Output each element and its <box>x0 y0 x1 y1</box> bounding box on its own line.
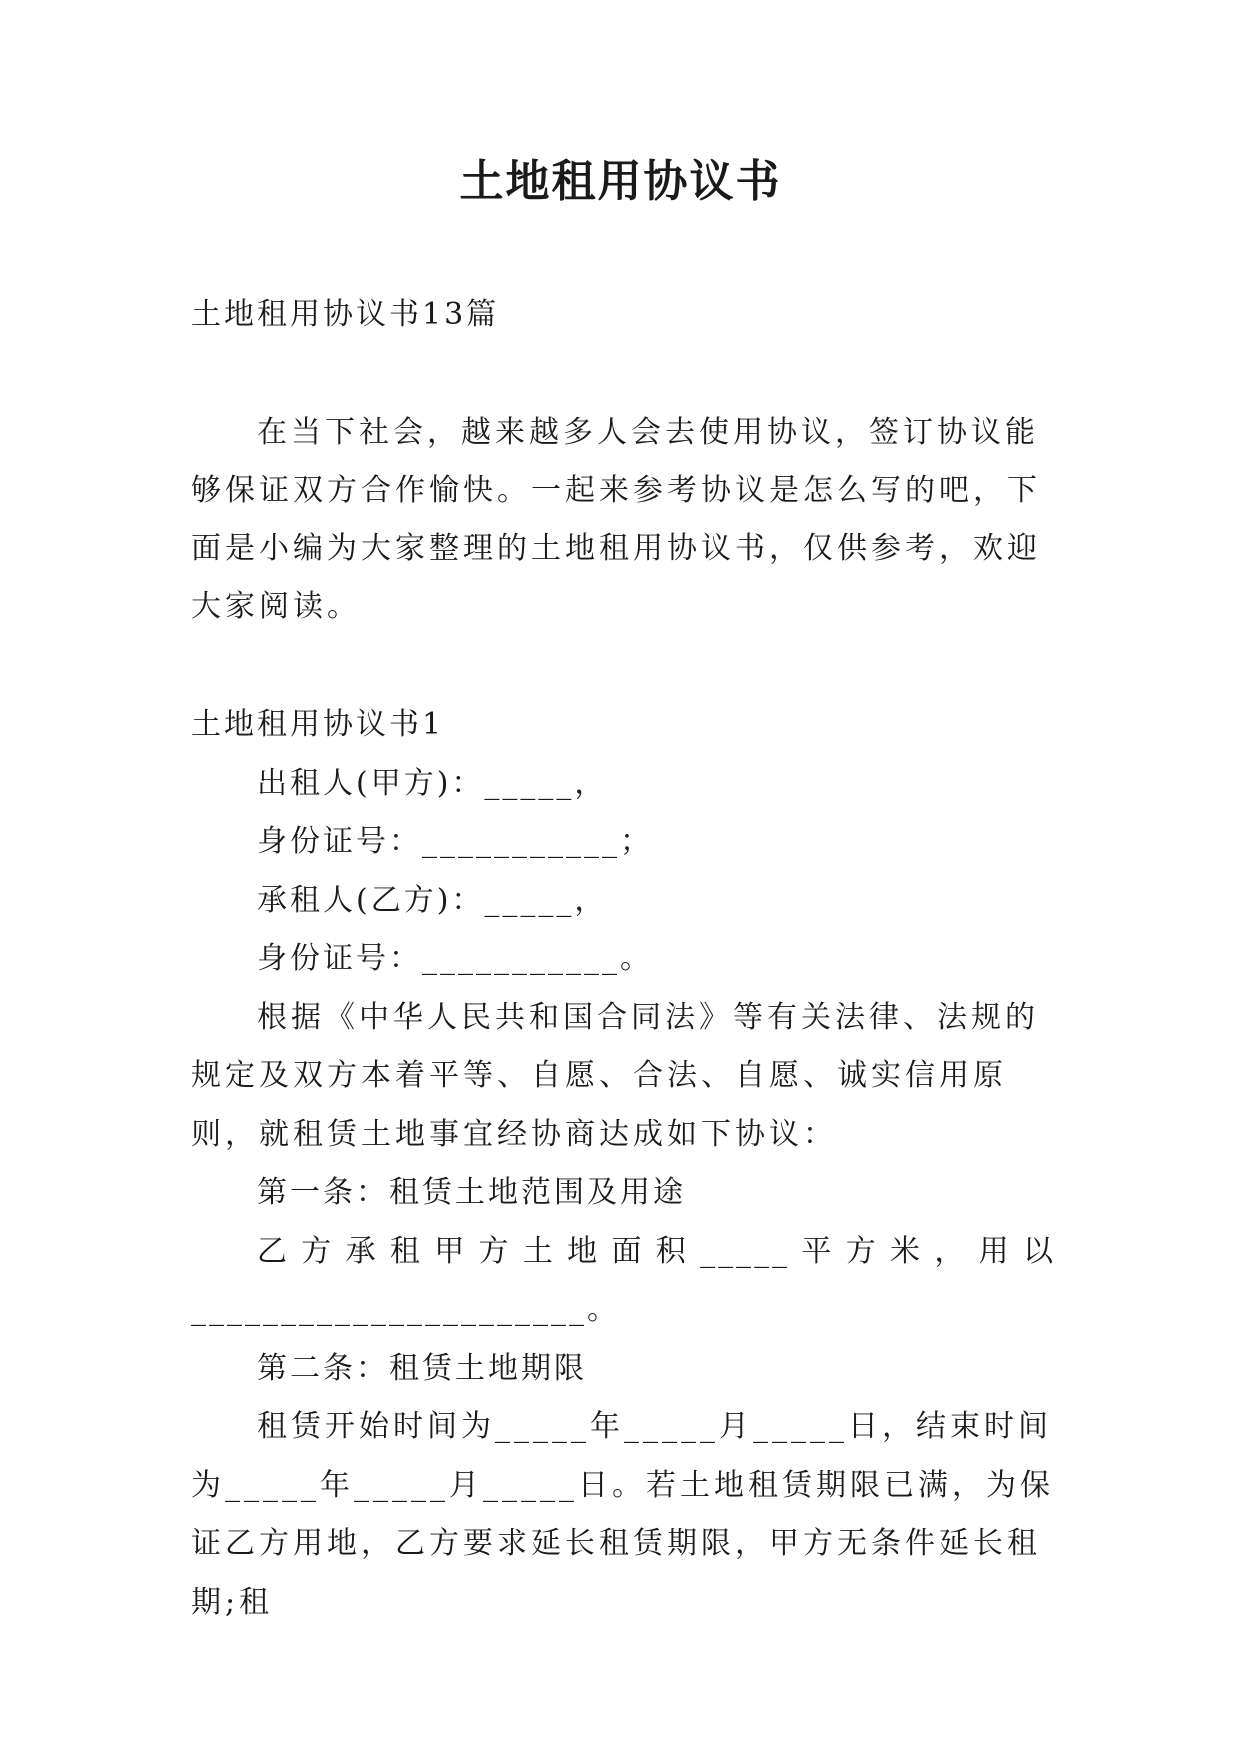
article2-paragraph: 租赁开始时间为_____年_____月_____日，结束时间为_____年_____月_____日。若土地租赁期限已满，为保证乙方用地，乙方要求延长租赁期限，甲方无条件延长租期;租 <box>191 1409 1054 1620</box>
basis-paragraph: 根据《中华人民共和国合同法》等有关法律、法规的规定及双方本着平等、自愿、合法、自愿、诚实信用原则，就租赁土地事宜经协商达成如下协议： <box>191 999 1039 1152</box>
lessor-id-line: 身份证号：___________； <box>257 824 653 859</box>
section-heading: 土地租用协议书1 <box>191 707 445 742</box>
agreement-body <box>191 696 1056 1632</box>
document-title: 土地租用协议书 <box>459 156 782 207</box>
lessor-line: 出租人(甲方)：_____， <box>257 765 608 801</box>
document-subtitle: 土地租用协议书13篇 <box>191 297 500 332</box>
article1-line1: 乙方承租甲方土地面积_____平方米，用以 <box>257 1233 1056 1269</box>
lessee-line: 承租人(乙方)：_____， <box>257 882 608 918</box>
article1-line2: ______________________。 <box>191 1292 620 1327</box>
article1-heading: 第一条：租赁土地范围及用途 <box>257 1175 686 1210</box>
lessee-id-line: 身份证号：___________。 <box>257 941 653 976</box>
article2-heading: 第二条：租赁土地期限 <box>257 1350 587 1386</box>
intro-paragraph: 在当下社会，越来越多人会去使用协议，签订协议能够保证双方合作愉快。一起来参考协议是怎么写的吧，下面是小编为大家整理的土地租用协议书，仅供参考，欢迎大家阅读。 <box>191 415 1041 624</box>
